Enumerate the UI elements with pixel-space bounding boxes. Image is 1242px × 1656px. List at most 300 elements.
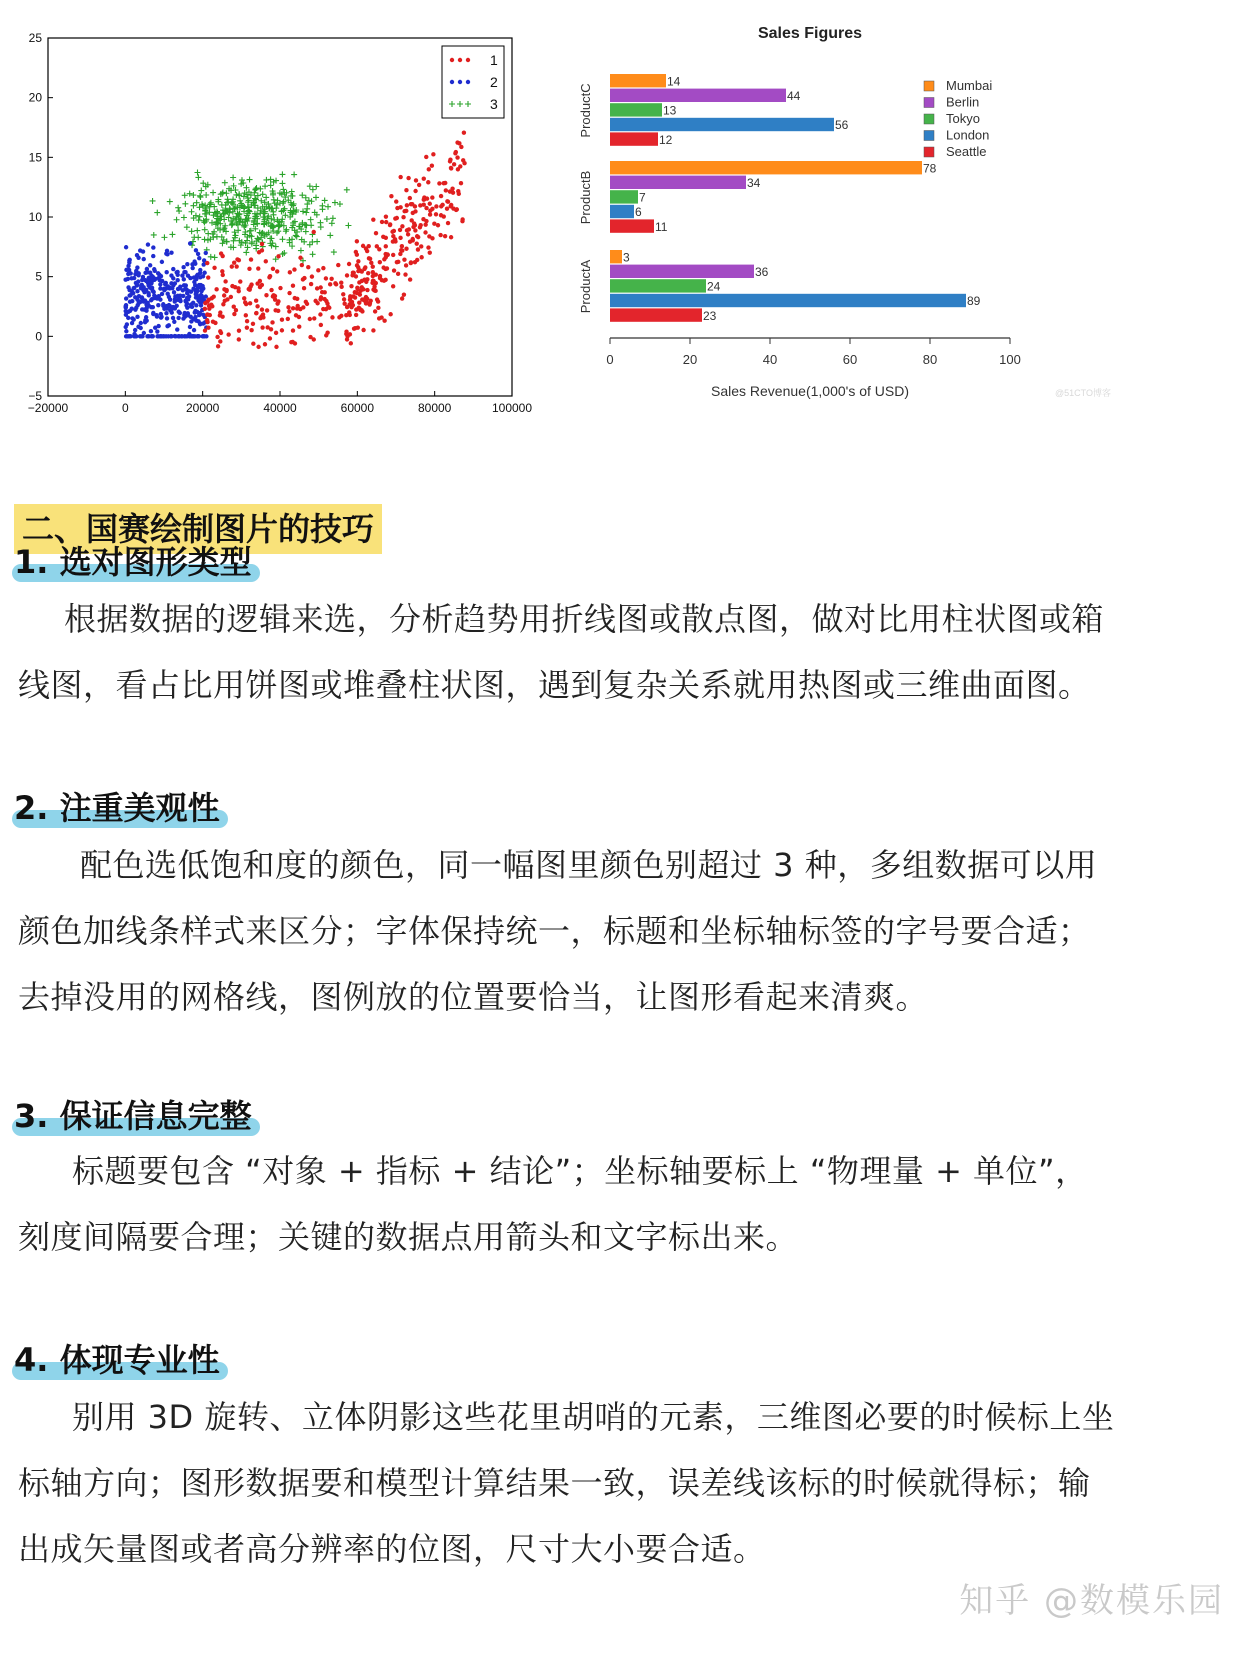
series-1-point	[361, 244, 365, 248]
series-1-point	[264, 259, 268, 263]
series-1-point	[316, 268, 320, 272]
series-1-point	[354, 274, 358, 278]
series-1-point	[459, 145, 463, 149]
series-2-point	[188, 276, 192, 280]
series-2-point	[134, 306, 138, 310]
series-1-point	[400, 296, 404, 300]
series-1-point	[366, 271, 370, 275]
series-2-point	[201, 334, 205, 338]
series-1-point	[449, 166, 453, 170]
series-1-point	[218, 339, 222, 343]
legend-label: Berlin	[946, 94, 980, 110]
series-2-point	[171, 267, 175, 271]
series-1-point	[322, 297, 326, 301]
x-tick-label: 80	[922, 352, 938, 367]
series-1-point	[220, 315, 224, 319]
series-1-point	[364, 280, 368, 284]
series-1-point	[309, 282, 313, 286]
series-1-point	[203, 307, 207, 311]
bar-tokyo	[610, 103, 662, 116]
series-1-point	[456, 167, 460, 171]
series-1-point	[334, 282, 338, 286]
bar-value-label: 78	[923, 161, 937, 176]
bar-value-label: 11	[655, 219, 668, 234]
series-2-point	[196, 284, 200, 288]
series-1-point	[363, 265, 367, 269]
series-1-point	[370, 281, 374, 285]
series-2-point	[126, 264, 130, 268]
series-1-point	[298, 256, 302, 260]
series-1-point	[291, 306, 295, 310]
series-1-point	[360, 285, 364, 289]
series-1-point	[415, 241, 419, 245]
series-1-point	[206, 326, 210, 330]
series-1-point	[394, 199, 398, 203]
bar-value-label: 24	[707, 279, 721, 294]
sales-bar-chart	[578, 0, 1242, 460]
series-2-point	[164, 311, 168, 315]
paragraph-line: 刻度间隔要合理；关键的数据点用箭头和文字标出来。	[18, 1218, 799, 1256]
series-2-point	[165, 324, 169, 328]
series-1-point	[308, 317, 312, 321]
series-2-point	[136, 256, 140, 260]
bar-mumbai	[610, 250, 622, 263]
series-2-point	[167, 303, 171, 307]
series-1-point	[423, 230, 427, 234]
series-1-point	[371, 264, 375, 268]
series-2-point	[124, 296, 128, 300]
series-1-point	[330, 315, 334, 319]
series-1-point	[267, 275, 271, 279]
watermark: 知乎 @数模乐园	[959, 1581, 1224, 1621]
series-1-point	[414, 178, 418, 182]
series-1-point	[452, 162, 456, 166]
series-2-point	[133, 328, 137, 332]
series-1-point	[238, 279, 242, 283]
series-1-point	[234, 308, 238, 312]
series-1-point	[356, 269, 360, 273]
series-1-point	[444, 188, 448, 192]
series-2-point	[135, 315, 139, 319]
series-1-point	[214, 287, 218, 291]
series-1-point	[265, 325, 269, 329]
series-1-point	[243, 300, 247, 304]
series-2-point	[188, 241, 192, 245]
series-1-point	[321, 307, 325, 311]
series-1-point	[349, 305, 353, 309]
series-1-point	[358, 308, 362, 312]
paragraph-line: 配色选低饱和度的颜色，同一幅图里颜色别超过 3 种，多组数据可以用	[80, 846, 1098, 884]
series-1-point	[424, 206, 428, 210]
series-2-point	[165, 249, 169, 253]
bar-berlin	[610, 89, 786, 102]
series-1-point	[256, 345, 260, 349]
x-tick-label: 0	[606, 352, 614, 367]
bar-seattle	[610, 219, 654, 232]
series-1-point	[349, 341, 353, 345]
series-1-point	[347, 310, 351, 314]
series-1-point	[219, 331, 223, 335]
series-2-point	[136, 279, 140, 283]
x-axis-label: Sales Revenue(1,000's of USD)	[711, 383, 909, 399]
series-1-point	[260, 242, 264, 246]
series-2-point	[132, 332, 136, 336]
series-2-point	[128, 258, 132, 262]
series-1-point	[321, 266, 325, 270]
series-1-point	[345, 273, 349, 277]
series-1-point	[428, 202, 432, 206]
series-1-point	[376, 306, 380, 310]
series-2-point	[174, 304, 178, 308]
x-tick-label: −20000	[27, 401, 69, 415]
series-1-point	[355, 263, 359, 267]
series-1-point	[418, 223, 422, 227]
bar-value-label: 44	[787, 89, 801, 103]
series-1-point	[400, 248, 404, 252]
y-tick-label: 0	[35, 329, 42, 344]
series-1-point	[251, 342, 255, 346]
series-1-point	[295, 297, 299, 301]
series-1-point	[417, 183, 421, 187]
series-1-point	[244, 313, 248, 317]
series-1-point	[260, 325, 264, 329]
series-1-point	[205, 299, 209, 303]
series-1-point	[237, 328, 241, 332]
series-2-point	[169, 251, 173, 255]
series-1-point	[245, 325, 249, 329]
series-2-point	[130, 316, 134, 320]
bar-value-label: 34	[747, 176, 761, 190]
series-1-point	[413, 228, 417, 232]
series-2-point	[139, 283, 143, 287]
x-tick-label: 40000	[263, 401, 297, 415]
legend-label: 3	[490, 96, 498, 112]
series-1-point	[274, 345, 278, 349]
series-1-point	[382, 278, 386, 282]
series-2-point	[148, 271, 152, 275]
series-1-point	[401, 215, 405, 219]
series-2-point	[142, 307, 146, 311]
series-2-point	[138, 300, 142, 304]
series-1-point	[290, 340, 294, 344]
series-1-point	[222, 293, 226, 297]
series-1-point	[374, 273, 378, 277]
series-1-point	[368, 257, 372, 261]
series-2-point	[128, 293, 132, 297]
bar-value-label: 14	[667, 74, 681, 89]
series-1-point	[430, 163, 434, 167]
series-2-point	[125, 322, 129, 326]
series-1-point	[215, 335, 219, 339]
series-1-point	[426, 180, 430, 184]
series-1-point	[404, 209, 408, 213]
series-2-point	[130, 299, 134, 303]
y-tick-label: 25	[28, 31, 42, 45]
series-1-point	[449, 235, 453, 239]
paragraph-line: 别用 3D 旋转、立体阴影这些花里胡哨的元素，三维图必要的时候标上坐	[72, 1398, 1115, 1436]
series-1-point	[384, 236, 388, 240]
series-2-point	[149, 286, 153, 290]
legend-label: 2	[490, 74, 498, 90]
bar-value-label: 12	[659, 132, 673, 147]
series-2-point	[139, 321, 143, 325]
series-1-point	[365, 288, 369, 292]
series-2-point	[176, 316, 180, 320]
series-2-point	[144, 279, 148, 283]
series-1-point	[395, 206, 399, 210]
paragraph-2	[18, 832, 1228, 1030]
series-1-point	[312, 230, 316, 234]
series-2-point	[160, 279, 164, 283]
series-1-point	[453, 151, 457, 155]
series-1-point	[349, 284, 353, 288]
series-1-point	[276, 299, 280, 303]
section-title: 二、国赛绘制图片的技巧	[14, 504, 382, 554]
legend-marker	[450, 58, 454, 62]
series-1-point	[310, 274, 314, 278]
series-1-point	[341, 292, 345, 296]
series-1-point	[388, 223, 392, 227]
series-1-point	[205, 261, 209, 265]
y-tick-label: 10	[28, 210, 42, 224]
series-1-point	[461, 158, 465, 162]
series-1-point	[248, 301, 252, 305]
series-2-point	[146, 301, 150, 305]
series-2-point	[171, 283, 175, 287]
series-1-point	[254, 298, 258, 302]
series-2-point	[124, 268, 128, 272]
series-2-point	[169, 273, 173, 277]
series-1-point	[413, 209, 417, 213]
series-1-point	[385, 266, 389, 270]
series-2-point	[155, 329, 159, 333]
series-2-point	[175, 270, 179, 274]
series-1-point	[278, 286, 282, 290]
legend-marker	[458, 80, 462, 84]
series-1-point	[436, 223, 440, 227]
series-1-point	[416, 247, 420, 251]
series-2-point	[192, 328, 196, 332]
series-1-point	[411, 237, 415, 241]
bar-mumbai	[610, 74, 666, 87]
series-2-point	[130, 321, 134, 325]
series-2-point	[123, 278, 127, 282]
legend-marker	[466, 80, 470, 84]
heading-4-text: 4. 体现专业性	[14, 1341, 220, 1379]
series-2-point	[146, 291, 150, 295]
series-1-point	[297, 315, 301, 319]
series-1-point	[459, 181, 463, 185]
series-1-point	[312, 316, 316, 320]
series-1-point	[245, 319, 249, 323]
series-2-point	[148, 263, 152, 267]
series-1-point	[229, 295, 233, 299]
series-1-point	[430, 195, 434, 199]
series-1-point	[208, 313, 212, 317]
series-1-point	[324, 333, 328, 337]
series-1-point	[406, 232, 410, 236]
series-1-point	[415, 234, 419, 238]
series-2-point	[189, 319, 193, 323]
series-1-point	[388, 312, 392, 316]
series-1-point	[442, 214, 446, 218]
series-1-point	[260, 248, 264, 252]
series-1-point	[219, 251, 223, 255]
series-1-point	[264, 293, 268, 297]
series-1-point	[297, 325, 301, 329]
series-1-point	[324, 276, 328, 280]
bar-berlin	[610, 176, 746, 189]
bar-chart-plot	[578, 25, 1111, 399]
series-2-point	[175, 327, 179, 331]
series-1-point	[319, 323, 323, 327]
series-1-point	[443, 234, 447, 238]
x-tick-label: 60	[842, 352, 858, 367]
series-1-point	[356, 325, 360, 329]
series-1-point	[256, 266, 260, 270]
series-2-point	[143, 318, 147, 322]
series-1-point	[291, 328, 295, 332]
series-1-point	[344, 332, 348, 336]
series-1-point	[323, 290, 327, 294]
category-label: ProductB	[578, 170, 593, 225]
bar-value-label: 56	[835, 118, 849, 133]
series-2-point	[182, 277, 186, 281]
legend-label: 1	[490, 52, 498, 68]
bar-seattle	[610, 132, 658, 145]
series-2-point	[127, 288, 131, 292]
series-2-point	[124, 329, 128, 333]
series-1-point	[354, 250, 358, 254]
series-1-point	[336, 263, 340, 267]
series-1-point	[422, 202, 426, 206]
series-1-point	[236, 286, 240, 290]
series-1-point	[396, 272, 400, 276]
series-1-point	[220, 269, 224, 273]
series-1-point	[438, 233, 442, 237]
series-2-point	[172, 290, 176, 294]
series-2-point	[199, 303, 203, 307]
series-1-point	[356, 259, 360, 263]
legend-swatch	[924, 147, 934, 157]
series-1-point	[325, 301, 329, 305]
series-1-point	[400, 224, 404, 228]
series-1-point	[421, 217, 425, 221]
series-2-point	[181, 265, 185, 269]
series-1-point	[450, 186, 454, 190]
series-1-point	[385, 252, 389, 256]
series-1-point	[365, 249, 369, 253]
series-1-point	[404, 247, 408, 251]
legend-label: Mumbai	[946, 78, 993, 93]
series-1-point	[232, 260, 236, 264]
series-1-point	[446, 221, 450, 225]
heading-3	[14, 1092, 252, 1140]
series-2-point	[127, 271, 131, 275]
series-2-point	[200, 294, 204, 298]
heading-1	[14, 538, 252, 586]
x-tick-label: 0	[121, 401, 129, 415]
series-2-point	[151, 312, 155, 316]
series-2-point	[181, 294, 185, 298]
series-1-point	[374, 231, 378, 235]
series-1-point	[451, 190, 455, 194]
y-tick-label: 15	[28, 150, 42, 165]
series-2-point	[149, 329, 153, 333]
series-1-point	[395, 216, 399, 220]
series-2-point	[150, 334, 154, 338]
series-1-point	[327, 306, 331, 310]
series-1-point	[269, 288, 273, 292]
series-1-point	[400, 244, 404, 248]
series-2-point	[135, 289, 139, 293]
series-1-point	[318, 285, 322, 289]
series-2-point	[167, 295, 171, 299]
series-1-point	[413, 189, 417, 193]
bar-value-label: 7	[639, 190, 646, 205]
series-1-point	[276, 254, 280, 258]
series-2-point	[172, 320, 176, 324]
series-2-point	[189, 302, 193, 306]
legend-swatch	[924, 114, 934, 124]
bar-value-label: 23	[703, 308, 717, 323]
series-1-point	[371, 328, 375, 332]
series-1-point	[455, 155, 459, 159]
series-1-point	[329, 277, 333, 281]
legend-label: Tokyo	[946, 111, 980, 126]
series-2-point	[153, 269, 157, 273]
series-2-point	[181, 288, 185, 292]
series-1-point	[263, 342, 267, 346]
series-1-point	[390, 230, 394, 234]
series-2-point	[196, 319, 200, 323]
series-1-point	[275, 269, 279, 273]
series-2-point	[162, 334, 166, 338]
series-2-point	[194, 303, 198, 307]
bar-value-label: 89	[967, 294, 981, 309]
series-1-point	[287, 291, 291, 295]
series-1-point	[382, 257, 386, 261]
bar-value-label: 6	[635, 205, 642, 220]
series-2-point	[129, 276, 133, 280]
series-1-point	[389, 194, 393, 198]
series-1-point	[280, 328, 284, 332]
series-1-point	[251, 322, 255, 326]
series-2-point	[177, 310, 181, 314]
series-1-point	[403, 272, 407, 276]
series-1-point	[255, 304, 259, 308]
series-1-point	[448, 159, 452, 163]
sales-bar-chart-svg	[578, 0, 1242, 460]
series-2-point	[136, 273, 140, 277]
series-1-point	[280, 318, 284, 322]
series-1-point	[409, 261, 413, 265]
series-1-point	[300, 263, 304, 267]
series-1-point	[306, 265, 310, 269]
series-1-point	[347, 262, 351, 266]
series-1-point	[437, 181, 441, 185]
series-2-point	[159, 312, 163, 316]
series-2-point	[171, 316, 175, 320]
series-1-point	[247, 287, 251, 291]
series-1-point	[208, 304, 212, 308]
series-2-point	[185, 305, 189, 309]
series-1-point	[404, 188, 408, 192]
series-1-point	[449, 203, 453, 207]
paragraph-4	[18, 1384, 1228, 1582]
paragraph-line: 标轴方向；图形数据要和模型计算结果一致，误差线该标的时候就得标；输	[18, 1464, 1091, 1502]
series-2-point	[183, 270, 187, 274]
